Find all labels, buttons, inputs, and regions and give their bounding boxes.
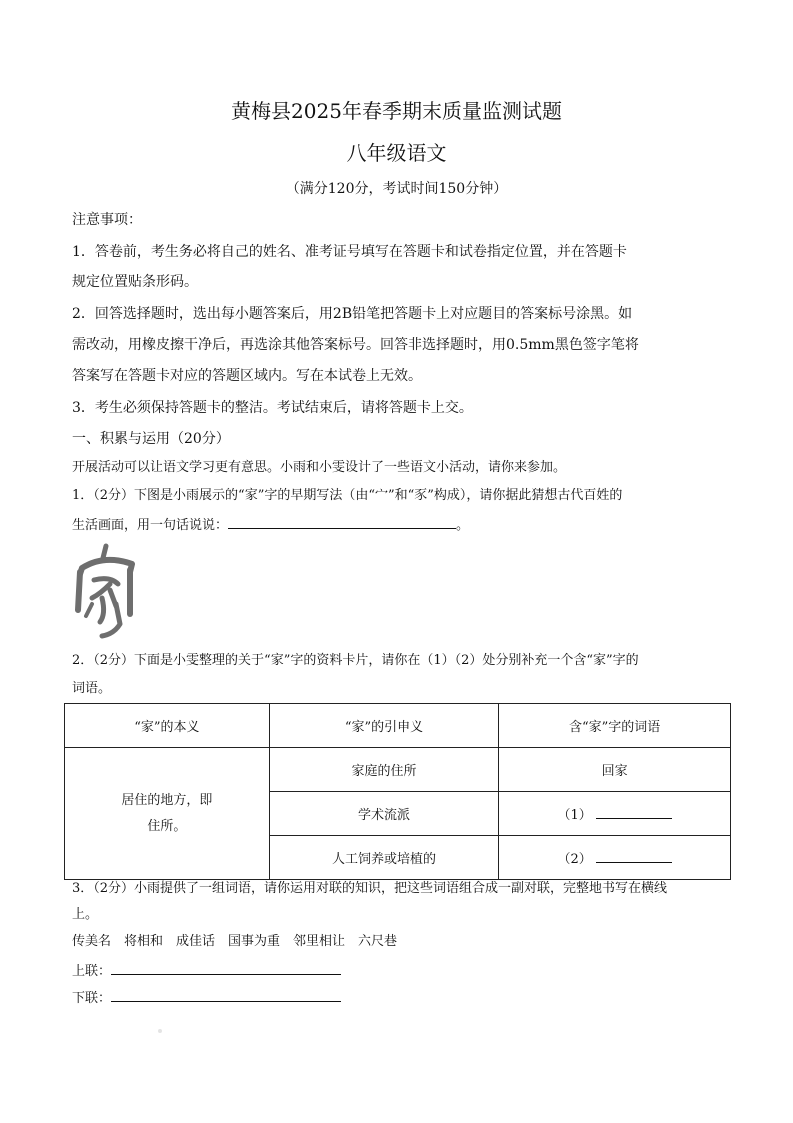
- extended-meaning-3: 人工饲养或培植的: [269, 836, 499, 880]
- blank-1-label: （1）: [557, 808, 592, 823]
- blank-2-label: （2）: [557, 852, 592, 867]
- exam-title: 黄梅县2025年春季期末质量监测试题: [231, 99, 562, 123]
- upper-couplet-label: 上联：: [72, 964, 112, 979]
- original-meaning-cell: [65, 748, 270, 880]
- header-jia-words: 含“家”字的词语: [499, 704, 731, 748]
- section-1-heading: 一、积累与运用（20分）: [72, 431, 230, 447]
- jia-word-1: 回家: [499, 748, 731, 792]
- exam-subtitle: 八年级语文: [346, 141, 447, 165]
- notice-item-1-line-1: 1．答卷前，考生务必将自己的姓名、准考证号填写在答题卡和试卷指定位置，并在答题卡: [72, 244, 627, 260]
- upper-couplet-blank[interactable]: [111, 960, 341, 975]
- notice-item-2-line-2: 需改动，用橡皮擦干净后，再选涂其他答案标号。回答非选择题时，用0.5mm黑色签字笔将: [72, 337, 639, 353]
- jia-info-card-table: [64, 703, 731, 880]
- section-1-intro: 开展活动可以让语文学习更有意思。小雨和小雯设计了一些语文小活动，请你来参加。: [72, 460, 567, 475]
- question-1-answer-blank[interactable]: [228, 514, 456, 529]
- extended-meaning-1: 家庭的住所: [269, 748, 499, 792]
- question-1-period: 。: [456, 518, 470, 533]
- original-meaning-line-1: 居住的地方，即: [121, 792, 213, 808]
- score-time-line: （满分120分，考试时间150分钟）: [285, 181, 508, 197]
- upper-couplet-line: [72, 960, 732, 982]
- header-extended-meaning: “家”的引申义: [269, 704, 499, 748]
- scan-speck: [158, 1029, 162, 1033]
- notice-item-2-line-1: 2．回答选择题时，选出每小题答案后，用2B铅笔把答题卡上对应题目的答案标号涂黑。如: [72, 306, 633, 322]
- lower-couplet-line: [72, 987, 732, 1009]
- lower-couplet-label: 下联：: [72, 991, 112, 1006]
- question-3-line-1: 3．（2分）小雨提供了一组词语，请你运用对联的知识，把这些词语组合成一副对联，完整地书写在横线: [72, 881, 668, 896]
- notice-item-1-line-2: 规定位置贴条形码。: [72, 274, 198, 290]
- header-original-meaning: “家”的本义: [65, 704, 270, 748]
- question-2-line-2: 词语。: [72, 681, 112, 696]
- lower-couplet-blank[interactable]: [111, 987, 341, 1002]
- jia-word-blank-1-cell: [499, 792, 731, 836]
- blank-2-line[interactable]: [596, 850, 672, 863]
- ancient-jia-character-image: [70, 540, 142, 640]
- extended-meaning-2: 学术流派: [269, 792, 499, 836]
- jia-word-blank-2-cell: [499, 836, 731, 880]
- notice-heading: 注意事项：: [72, 212, 142, 228]
- question-2-line-1: 2．（2分）下面是小雯整理的关于“家”字的资料卡片，请你在（1）（2）处分别补充一个含“家”字的: [72, 653, 639, 668]
- question-1-prompt: 生活画面，用一句话说说：: [72, 518, 229, 533]
- question-3-line-2: 上。: [72, 907, 99, 922]
- blank-1-line[interactable]: [596, 806, 672, 819]
- notice-item-2-line-3: 答案写在答题卡对应的答题区域内。写在本试卷上无效。: [72, 368, 422, 384]
- notice-item-3: 3．考生必须保持答题卡的整洁。考试结束后，请将答题卡上交。: [72, 400, 473, 416]
- question-1-line-1: 1．（2分）下图是小雨展示的“家”字的早期写法（由“宀”和“豕”构成），请你据此猜想古代百姓的: [72, 488, 623, 503]
- original-meaning-line-2: 住所。: [147, 818, 187, 834]
- couplet-word-list: 传美名 将相和 成佳话 国事为重 邻里相让 六尺巷: [72, 934, 398, 949]
- question-1-line-2: [72, 514, 732, 536]
